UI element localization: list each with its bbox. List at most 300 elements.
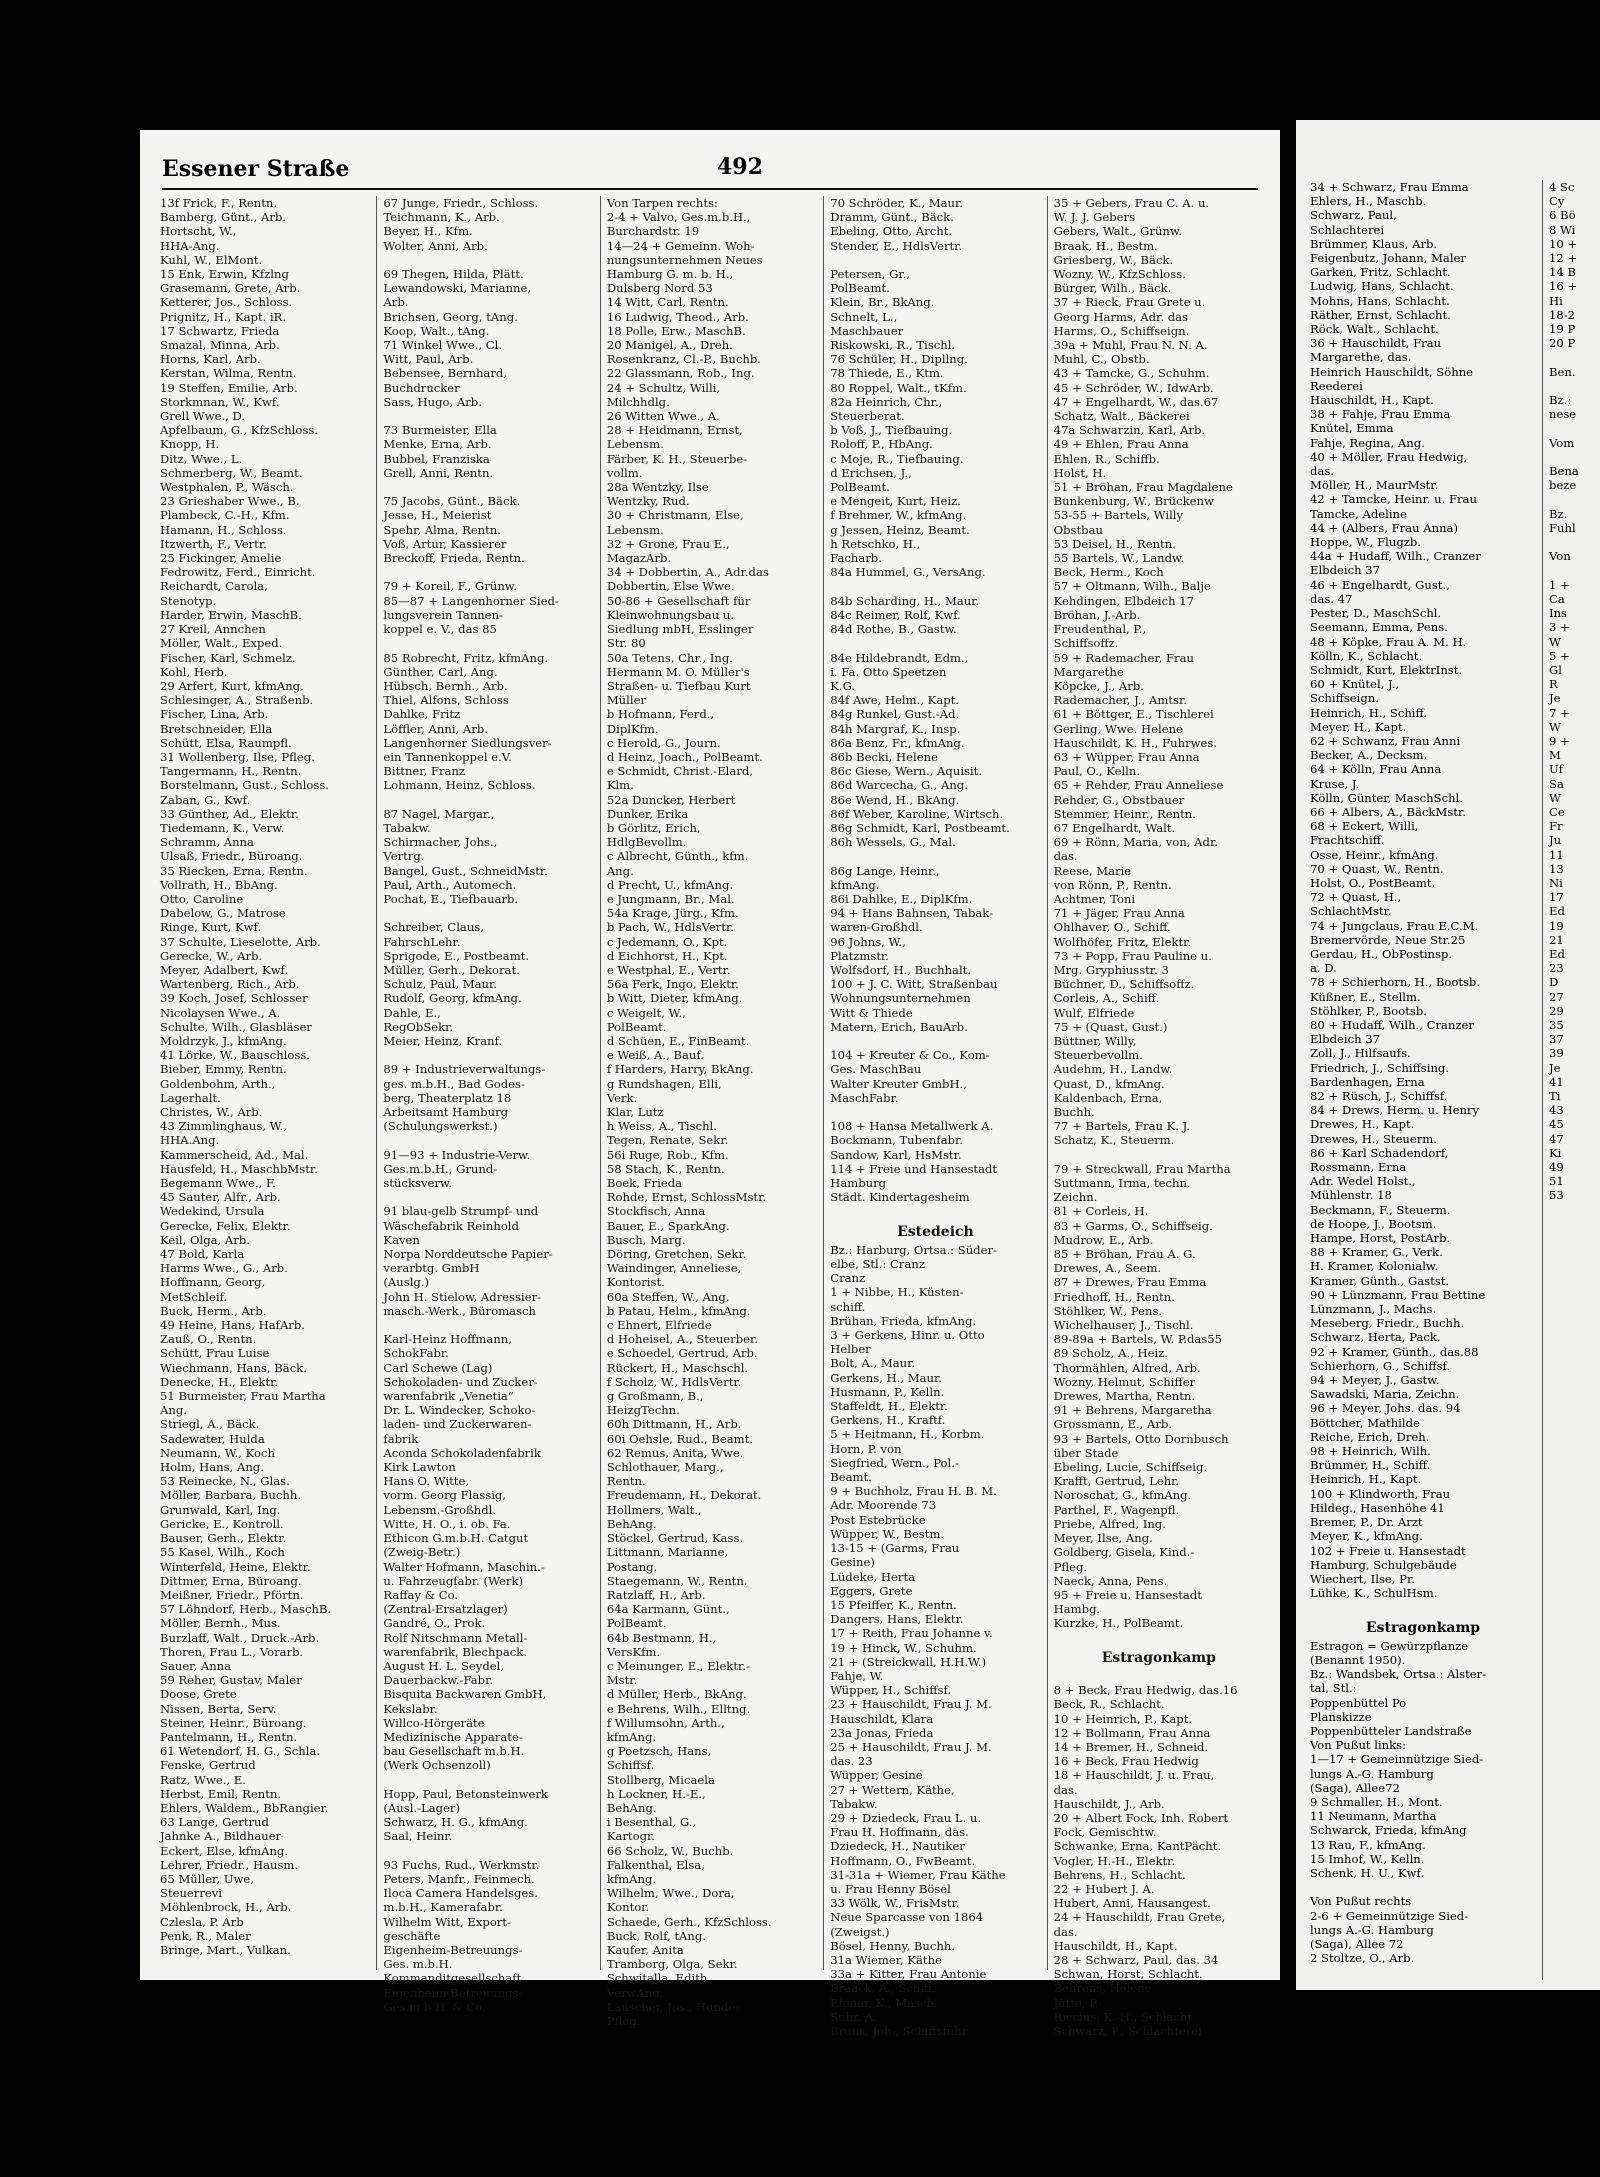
directory-entry: 61 Wetendorf, H. G., Schla. — [160, 1744, 321, 1759]
directory-entry: Fuhl — [1549, 520, 1576, 535]
directory-entry: 55 Bartels, W., Landw. — [1053, 551, 1185, 566]
directory-entry: Meseberg, Friedr., Buchh. — [1310, 1316, 1465, 1331]
directory-entry: Harms, O., Schiffseign. — [1053, 323, 1190, 338]
directory-entry: 41 Lörke, W., Bauschloss. — [160, 1048, 310, 1063]
directory-entry: Saal, Heinr. — [383, 1829, 453, 1844]
directory-entry: Str. 80 — [606, 636, 646, 651]
directory-entry: Gerdau, H., ObPostinsp. — [1310, 946, 1453, 961]
directory-entry: Fedrowitz, Ferd., Einricht. — [160, 565, 316, 580]
directory-entry: Sandow, Karl, HsMstr. — [830, 1147, 962, 1162]
directory-entry: Zauß, O., Rentn. — [160, 1332, 257, 1347]
directory-entry: 71 + Jäger, Frau Anna — [1053, 906, 1185, 921]
directory-entry: Arb. — [383, 295, 409, 310]
directory-entry: (Zweig-Betr.) — [383, 1545, 461, 1560]
directory-entry: Holst, H. — [1053, 465, 1107, 480]
directory-entry: 15 Pfeiffer, K., Rentn. — [830, 1597, 957, 1612]
directory-entry: Zeichn. — [1053, 1190, 1098, 1205]
directory-entry: Meyer, K., kfmAng. — [1310, 1529, 1423, 1544]
directory-entry: Hauschildt, J., Arb. — [1053, 1796, 1165, 1811]
directory-entry: Mohns, Hans, Schlacht. — [1310, 293, 1450, 308]
directory-entry: Beck, Herm., Koch — [1053, 565, 1164, 580]
directory-entry: 79 + Streckwall, Frau Martha — [1053, 1161, 1231, 1176]
directory-entry: 23 Grieshaber Wwe., B. — [160, 494, 300, 509]
directory-entry: Brümmer, Klaus, Arb. — [1310, 236, 1438, 251]
directory-entry: Facharb. — [830, 551, 882, 566]
directory-entry: Bangel, Gust., SchneidMstr. — [383, 863, 548, 878]
directory-entry — [1549, 492, 1600, 506]
directory-entry: Hollmers, Walt., — [606, 1502, 702, 1517]
directory-entry: beze — [1549, 478, 1577, 493]
directory-entry: Planskizze — [1310, 1709, 1372, 1724]
directory-entry: Platzmstr. — [830, 948, 889, 963]
directory-entry: 56i Ruge, Rob., Kfm. — [606, 1147, 729, 1162]
directory-entry: 73 + Popp, Frau Pauline u. — [1053, 948, 1212, 963]
directory-entry: Borstelmann, Gust., Schloss. — [160, 778, 329, 793]
directory-entry: f Harders, Harry, BkAng. — [606, 1062, 754, 1077]
directory-entry: 84f Awe, Helm., Kapt. — [830, 693, 960, 708]
directory-entry: 43 + Tamcke, G., Schuhm. — [1053, 366, 1210, 381]
directory-entry: W — [1549, 790, 1561, 805]
directory-entry: 85—87 + Langenhorner Sied- — [383, 593, 559, 608]
directory-entry: 60 + Knütel, J., — [1310, 677, 1400, 692]
directory-entry: Ehlers, H., Maschb. — [1310, 194, 1427, 209]
directory-entry: Tabakw. — [383, 820, 431, 835]
directory-entry: Kuhl, W., ElMont. — [160, 252, 263, 267]
directory-entry: (Saga), Allee72 — [1310, 1780, 1400, 1795]
directory-entry: Steuerbevollm. — [1053, 1048, 1143, 1063]
directory-entry: 65 Müller, Uwe, — [160, 1871, 254, 1886]
directory-entry: 84a Hummel, G., VersAng. — [830, 565, 986, 580]
directory-entry: Pfleg. — [1053, 1559, 1088, 1574]
directory-entry: Heinrich Hauschildt, Söhne — [1310, 364, 1474, 379]
directory-entry: 104 + Kreuter & Co., Kom- — [830, 1048, 990, 1063]
directory-entry: Hamburg — [830, 1176, 887, 1191]
directory-entry: Lebensm.-Großhdl. — [383, 1502, 497, 1517]
directory-entry: c Ehnert, Elfriede — [606, 1318, 712, 1333]
directory-entry: Ditz, Wwe., L. — [160, 451, 243, 466]
directory-entry: Stollberg, Micaela — [606, 1772, 715, 1787]
directory-entry: 86h Wessels, G., Mal. — [830, 835, 956, 850]
directory-entry: 41 — [1549, 1074, 1564, 1089]
directory-entry: Müller — [606, 693, 646, 708]
directory-entry: Czlesla, P. Arb — [160, 1914, 244, 1929]
directory-entry: 38 + Fahje, Frau Emma — [1310, 407, 1451, 422]
directory-entry: Menke, Erna, Arb. — [383, 437, 492, 452]
directory-entry: Breckoff, Frieda, Rentn. — [383, 551, 525, 566]
directory-entry: 47a Schwarzin, Karl, Arb. — [1053, 423, 1206, 438]
directory-entry: 48 + Köpke, Frau A. M. H. — [1310, 634, 1467, 649]
page-number: 492 — [717, 154, 763, 180]
directory-entry — [383, 1844, 593, 1858]
directory-entry: Grell, Anni, Rentn. — [383, 465, 494, 480]
directory-entry: Aconda Schokoladenfabrik — [383, 1445, 541, 1460]
directory-entry: Möller, Barbara, Buchh. — [160, 1488, 301, 1503]
directory-entry: Ketterer, Jos., Schloss. — [160, 295, 293, 310]
directory-entry: de Hoope, J., Bootsm. — [1310, 1216, 1437, 1231]
directory-entry: 23 + Hauschildt, Frau J. M. — [830, 1697, 992, 1712]
directory-entry: 17 Schwartz, Frieda — [160, 323, 280, 338]
directory-entry: Braak, H., Bestm. — [1053, 238, 1158, 253]
directory-entry: 39 Koch, Josef, Schlosser — [160, 991, 308, 1006]
directory-entry: Busch, Marg. — [606, 1232, 686, 1247]
directory-entry: Ebeling, Otto, Archt. — [830, 224, 953, 239]
directory-entry: 30 + Christmann, Else, — [606, 508, 744, 523]
directory-entry: Gandré, O., Prok. — [383, 1616, 486, 1631]
directory-entry: Nicolaysen Wwe., A. — [160, 1005, 281, 1020]
directory-entry: 31a Wiemer, Käthe — [830, 1952, 942, 1967]
directory-entry: b Hofmann, Ferd., — [606, 707, 715, 722]
directory-entry: Eggers, Grete — [830, 1583, 913, 1598]
directory-entry: Bz.: Harburg, Ortsa.: Süder- — [830, 1242, 997, 1257]
directory-entry: ges. m.b.H., Bad Godes- — [383, 1076, 525, 1091]
directory-entry: Raffay & Co. — [383, 1587, 459, 1602]
directory-entry: Matern, Erich, BauArb. — [830, 1019, 968, 1034]
directory-entry: 7 + — [1549, 705, 1570, 720]
directory-entry: 39a + Muhl, Frau N. N. A. — [1053, 338, 1208, 353]
directory-entry: 69 Thegen, Hilda, Plätt. — [383, 267, 524, 282]
directory-entry — [383, 1190, 593, 1204]
directory-entry: Von Pußut links: — [1310, 1738, 1407, 1753]
directory-entry — [830, 849, 1040, 863]
directory-entry: Grell Wwe., D. — [160, 409, 246, 424]
directory-entry: Wichelhauser, J., Tischl. — [1053, 1318, 1194, 1333]
directory-entry: 64 + Kölln, Frau Anna — [1310, 762, 1442, 777]
directory-entry: Kontorist. — [606, 1275, 665, 1290]
directory-entry: Wüpper, Gesine — [830, 1768, 923, 1783]
directory-entry: Dauerbackw.-Fabr. — [383, 1673, 494, 1688]
directory-entry — [830, 1034, 1040, 1048]
directory-entry: Schokoladen- und Zucker- — [383, 1374, 538, 1389]
directory-entry: 20 P — [1549, 336, 1576, 351]
directory-entry: 70 Schröder, K., Maur. — [830, 196, 963, 210]
directory-entry: Bauser, Gerh., Elektr. — [160, 1531, 287, 1546]
directory-entry: Reiche, Erich, Dreh. — [1310, 1429, 1430, 1444]
directory-entry: Paul, Arth., Automech. — [383, 877, 517, 892]
directory-entry: von Rönn, P., Rentn. — [1053, 877, 1172, 892]
directory-entry: Steuerberat. — [830, 409, 905, 424]
directory-entry: Ratz, Wwe., E. — [160, 1772, 246, 1787]
directory-entry: Suhr, A. — [830, 2009, 877, 2024]
directory-entry: Riccius, K.-H., Schlacht. — [1053, 2009, 1196, 2024]
directory-entry: 3 + Gerkens, Hinr. u. Otto — [830, 1328, 985, 1343]
directory-entry: 49 + Ehlen, Frau Anna — [1053, 437, 1189, 452]
directory-entry: HdlgBevollm. — [606, 835, 687, 850]
directory-entry: Pochat, E., Tiefbauarb. — [383, 891, 519, 906]
directory-entry: 66 Scholz, W., Buchb. — [606, 1843, 734, 1858]
directory-entry: 20 Manigel, A., Dreh. — [606, 338, 733, 353]
directory-entry: das. — [1310, 464, 1334, 479]
directory-entry: 45 — [1549, 1117, 1564, 1132]
directory-entry: Beamt. — [830, 1470, 872, 1485]
directory-entry: tal, Stl.: — [1310, 1681, 1357, 1696]
directory-entry: Jahnke A., Bildhauer — [160, 1829, 282, 1844]
page-header — [162, 148, 1258, 186]
directory-entry: 82 + Rüsch, J., Schiffsf. — [1310, 1089, 1448, 1103]
directory-entry: Eckert, Else, kfmAng. — [160, 1843, 289, 1858]
directory-entry: Holst, O., PostBeamt. — [1310, 875, 1436, 890]
directory-entry: PolBeamt. — [606, 1019, 667, 1034]
directory-entry: Nissen, Berta, Serv. — [160, 1701, 277, 1716]
directory-entry: Ed — [1549, 904, 1565, 919]
directory-entry: Steiner, Heinr., Büroang. — [160, 1715, 307, 1730]
directory-entry: Waindinger, Anneliese, — [606, 1261, 742, 1276]
directory-entry — [383, 1133, 593, 1147]
directory-entry: 29 + Dziedeck, Frau L. u. — [830, 1810, 982, 1825]
directory-entry: Margarethe — [1053, 664, 1124, 679]
directory-entry: 22 + Hubert J. A. — [1053, 1881, 1155, 1896]
directory-entry: 50-86 + Gesellschaft für — [606, 593, 751, 608]
directory-entry: Norpa Norddeutsche Papier- — [383, 1247, 553, 1262]
directory-entry: Jesse, H., Meierist — [383, 508, 492, 523]
directory-entry: BehAng. — [606, 1800, 657, 1815]
directory-entry: 34 + Dobbertin, A., Adr.das — [606, 565, 769, 580]
directory-entry: Bieber, Emmy, Rentn. — [160, 1062, 287, 1077]
directory-entry: Bürger, Wilh., Bäck. — [1053, 281, 1172, 296]
directory-entry: 91—93 + Industrie-Verw. — [383, 1147, 531, 1162]
directory-entry: MaschFabr. — [830, 1090, 899, 1105]
directory-entry: Schwanke, Erna, KantPächt. — [1053, 1839, 1222, 1854]
directory-entry: 108 + Hansa Metallwerk A. — [830, 1119, 994, 1134]
directory-entry: Langenhorner Siedlungsver- — [383, 735, 552, 750]
directory-entry: Walter Kreuter GmbH., — [830, 1076, 967, 1091]
directory-entry: Gl — [1549, 662, 1562, 677]
directory-entry: 36 + Hauschildt, Frau — [1310, 336, 1442, 351]
directory-entry: Burchardstr. 19 — [606, 224, 700, 239]
directory-entry: Beck, R., Schlacht. — [1053, 1697, 1165, 1712]
directory-entry: Heinrich, H., Schiff. — [1310, 705, 1428, 720]
directory-entry: Knopp, H. — [160, 437, 220, 452]
directory-entry: Roloff, P., HbAng. — [830, 437, 933, 452]
directory-entry: schiff. — [830, 1299, 866, 1314]
directory-entry: 89 + Industrieverwaltungs- — [383, 1062, 546, 1077]
directory-entry: 18-2 — [1549, 307, 1576, 322]
directory-entry: Müller, Gerh., Dekorat. — [383, 962, 520, 977]
directory-entry: Lebensm. — [606, 522, 664, 537]
directory-entry: 16 Ludwig, Theod., Arb. — [606, 309, 749, 324]
directory-entry: 88 + Kramer, G., Verk. — [1310, 1245, 1443, 1260]
directory-entry: Schwarz, Herta, Pack. — [1310, 1330, 1441, 1345]
directory-entry: 82a Heinrich, Chr., — [830, 394, 943, 409]
directory-entry: masch.-Werk., Büromasch — [383, 1303, 536, 1318]
directory-column — [376, 196, 599, 2014]
directory-entry: Wolter, Anni, Arb. — [383, 238, 488, 253]
directory-entry: Siegfried, Wern., Pol.- — [830, 1455, 959, 1470]
header-rule — [162, 188, 1258, 190]
directory-entry: Ni — [1549, 875, 1563, 890]
directory-entry: e Mengeit, Kurt, Heiz. — [830, 494, 961, 509]
directory-entry: Küßner, E., Stellm. — [1310, 989, 1421, 1004]
directory-entry: Riskowski, R., Tischl. — [830, 338, 956, 353]
directory-entry: 39 — [1549, 1046, 1564, 1061]
directory-entry — [1310, 1600, 1536, 1614]
directory-entry — [383, 906, 593, 920]
directory-entry: Elbdeich 37 — [1310, 1032, 1380, 1047]
directory-entry: 75 + (Quast, Gust.) — [1053, 1019, 1168, 1034]
directory-entry: 23a Jonas, Frieda — [830, 1725, 934, 1740]
directory-entry: Bz.: Wandsbek, Ortsa.: Alster- — [1310, 1667, 1487, 1682]
directory-entry: (Ausl.-Lager) — [383, 1800, 460, 1815]
directory-entry: f Scholz, W., HdlsVertr. — [606, 1374, 742, 1389]
directory-entry: 81 + Corleis, H. — [1053, 1204, 1149, 1219]
directory-entry: Staffeldt, H., Elektr. — [830, 1399, 948, 1414]
directory-entry: 12 + Bollmann, Frau Anna — [1053, 1725, 1211, 1740]
directory-entry: lungsverein Tannen- — [383, 607, 504, 622]
directory-entry: Corleis, A., Schiff. — [1053, 991, 1160, 1006]
directory-entry: Ethicon G.m.b.H. Catgut — [383, 1531, 529, 1546]
directory-entry: 86i Dahlke, E., DiplKfm. — [830, 891, 973, 906]
directory-entry: 14 Witt, Carl, Rentn. — [606, 295, 729, 310]
directory-entry: Beckmann, F., Steuerm. — [1310, 1202, 1451, 1217]
directory-entry: Begemann Wwe., F. — [160, 1176, 276, 1191]
directory-entry: Kommanditgesellschaft — [383, 1971, 522, 1986]
directory-entry: 70 + Quast, W., Rentn. — [1310, 861, 1444, 876]
directory-entry: Ti — [1549, 1089, 1561, 1103]
directory-entry: 8 Wi — [1549, 222, 1576, 237]
directory-entry: 18 + Hauschildt, J. u. Frau, — [1053, 1768, 1215, 1783]
directory-entry: 24 + Schultz, Willi, — [606, 380, 721, 395]
directory-entry — [1549, 421, 1600, 435]
directory-entry: Boek, Frieda — [606, 1176, 683, 1191]
directory-entry: Lewandowski, Marianne, — [383, 281, 532, 296]
directory-entry: h Retschko, H., — [830, 536, 921, 551]
directory-entry: Schwan, Horst, Schlacht. — [1053, 1967, 1203, 1982]
directory-entry: Eigenheim-Betreuungs- — [383, 1985, 523, 2000]
directory-entry: 34 + Schwarz, Frau Emma — [1310, 180, 1469, 194]
directory-entry: 114 + Freie und Hansestadt — [830, 1161, 998, 1176]
directory-entry: b Witt, Dieter, kfmAng. — [606, 991, 743, 1006]
directory-entry: Schatz, K., Steuerm. — [1053, 1133, 1175, 1148]
directory-entry: Dangers, Hans, Elektr. — [830, 1612, 964, 1627]
directory-entry: Klein, Br., BkAng. — [830, 295, 935, 310]
directory-entry: 72 + Quast, H., — [1310, 890, 1402, 905]
directory-entry: Ang. — [606, 863, 634, 878]
directory-entry: Cy — [1549, 194, 1565, 209]
directory-entry: 100 + Klindworth, Frau — [1310, 1486, 1451, 1501]
directory-entry: 84e Hildebrandt, Edm., — [830, 650, 969, 665]
directory-entry: Ca — [1549, 591, 1565, 606]
directory-entry: 93 + Bartels, Otto Dornbusch — [1053, 1431, 1229, 1446]
directory-entry: Muhl, C., Obstb. — [1053, 352, 1150, 367]
directory-entry: Suttmann, Irma, techn. — [1053, 1176, 1191, 1191]
directory-entry: Smazal, Minna, Arb. — [160, 338, 280, 353]
directory-entry: Pfleg. — [606, 2014, 641, 2028]
directory-entry: Obstbau — [1053, 522, 1103, 537]
directory-entry: 53 Reinecke, N., Glas. — [160, 1474, 290, 1489]
directory-entry: ein Tannenkoppel e.V. — [383, 749, 512, 764]
directory-entry: Stemmer, Heinr., Rentn. — [1053, 806, 1196, 821]
directory-entry: Meyer, Adalbert, Kwf. — [160, 962, 289, 977]
directory-entry: Buck, Rolf, tAng. — [606, 1928, 706, 1943]
directory-entry: Ohlhaver, O., Schiff. — [1053, 920, 1171, 935]
directory-entry: 35 Riecken, Erna, Rentn. — [160, 863, 308, 878]
directory-entry: 33a + Kitter, Frau Antonie — [830, 1967, 987, 1982]
directory-entry: Bubbel, Franziska — [383, 451, 490, 466]
directory-entry: Fr — [1549, 819, 1563, 834]
directory-entry: Städt. Kindertagesheim — [830, 1190, 970, 1205]
directory-entry: Krafft, Gertrud, Lehr. — [1053, 1474, 1180, 1489]
directory-entry: 13f Frick, F., Rentn. — [160, 196, 278, 210]
directory-entry: 14 B — [1549, 265, 1576, 280]
directory-entry: 59 + Rademacher, Frau — [1053, 650, 1194, 665]
directory-entry: Wozny, W., KfzSchloss. — [1053, 267, 1186, 282]
directory-entry: Dittmer, Erna, Büroang. — [160, 1573, 302, 1588]
directory-entry: Straßen- u. Tiefbau Kurt — [606, 678, 751, 693]
directory-entry: 79 + Koreil, F., Grünw. — [383, 579, 518, 594]
directory-entry: 9 Schmaller, H., Mont. — [1310, 1794, 1443, 1809]
directory-entry: Vogler, H.-H., Elektr. — [1053, 1853, 1176, 1868]
directory-entry: Thormählen, Alfred, Arb. — [1053, 1360, 1201, 1375]
directory-entry: Dulsberg Nord 53 — [606, 281, 713, 296]
directory-entry: Dunker, Erika — [606, 806, 689, 821]
directory-entry: Schenk, H. U., Kwf. — [1310, 1865, 1425, 1880]
directory-entry: 47 Bold, Karla — [160, 1247, 245, 1262]
directory-entry: i Besenthal, G., — [606, 1815, 697, 1830]
directory-entry: g Rundshagen, Elli, — [606, 1076, 722, 1091]
directory-entry: nungsunternehmen Neues — [606, 252, 763, 267]
directory-entry: Falkenthal, Elsa, — [606, 1857, 705, 1872]
directory-entry: Carl Schewe (Lag) — [383, 1360, 493, 1375]
directory-entry: 84d Rothe, B., Gastw. — [830, 622, 957, 637]
directory-entry: Hampe, Horst, PostArb. — [1310, 1231, 1451, 1246]
directory-entry: Iloca Camera Handelsges. — [383, 1886, 538, 1901]
directory-entry: das. — [1053, 849, 1078, 864]
directory-entry: Gesine) — [830, 1555, 875, 1570]
directory-entry: m.b.H., Kamerafabr. — [383, 1900, 503, 1915]
directory-entry: Ges.m.b.H., Grund- — [383, 1161, 498, 1176]
directory-entry: 58 Stach, K., Rentn. — [606, 1161, 725, 1176]
directory-entry: Schirmacher, Johs., — [383, 835, 498, 850]
directory-entry: Schnelt, L., — [830, 309, 898, 324]
directory-entry: c Herold, G., Journ. — [606, 735, 721, 750]
directory-entry: K.G. — [830, 678, 856, 693]
directory-entry: 57 + Oltmann, Wilh., Balje — [1053, 579, 1211, 594]
directory-entry: 45 + Schröder, W., IdwArb. — [1053, 380, 1214, 395]
directory-entry: Reichardt, Carola, — [160, 579, 268, 594]
directory-entry: Bringe, Mart., Vulkan. — [160, 1942, 291, 1957]
directory-entry: c Albrecht, Günth., kfm. — [606, 849, 749, 864]
directory-entry: d Schüen, E., FinBeamt. — [606, 1033, 750, 1048]
directory-entry: Hopp, Paul, Betonsteinwerk — [383, 1786, 548, 1801]
directory-entry: c Moje, R., Tiefbauing. — [830, 451, 964, 466]
directory-entry: Bremer, P., Dr. Arzt — [1310, 1515, 1423, 1530]
directory-entry: Kaufer, Anita — [606, 1942, 684, 1957]
directory-entry: 4 Sc — [1549, 180, 1575, 194]
directory-entry: Friedhoff, H., Rentn. — [1053, 1289, 1175, 1304]
directory-entry: Witte, H. O., i. ob. Fa. — [383, 1516, 511, 1531]
directory-entry: Seemann, Emma, Pens. — [1310, 620, 1448, 635]
directory-entry: Griesberg, W., Bäck. — [1053, 252, 1174, 267]
street-heading: Essener Straße — [162, 156, 350, 182]
directory-entry: Schwarck, Frieda, kfmAng — [1310, 1823, 1467, 1838]
directory-entry: 49 Heine, Hans, HafArb. — [160, 1318, 305, 1333]
directory-entry — [1054, 1631, 1264, 1645]
directory-entry: Hans O. Witte, — [383, 1474, 470, 1489]
directory-entry: Adr. Wedel Holst., — [1310, 1174, 1416, 1189]
directory-entry: 32 + Grone, Frau E., — [606, 536, 730, 551]
directory-entry: Bauer, E., SparkAng. — [606, 1218, 730, 1233]
directory-entry: Sa — [1549, 776, 1564, 791]
directory-entry: Stender, E., HdlsVertr. — [830, 238, 963, 253]
directory-entry: Brichsen, Georg, tAng. — [383, 309, 518, 324]
directory-entry: Stöckel, Gertrud, Kass. — [606, 1531, 744, 1546]
directory-entry: Schwitalla, Edith, — [606, 1971, 712, 1986]
directory-entry: Hauschildt, H., Kapt. — [1053, 1938, 1178, 1953]
directory-entry: Behrens, Helene — [1053, 1981, 1152, 1996]
right-page — [1296, 120, 1600, 1990]
directory-entry: 40 + Möller, Frau Hedwig, — [1310, 449, 1468, 464]
directory-entry: Fischer, Karl, Schmelz. — [160, 650, 296, 665]
directory-entry: Hauschildt, H., Kapt. — [1310, 393, 1434, 408]
